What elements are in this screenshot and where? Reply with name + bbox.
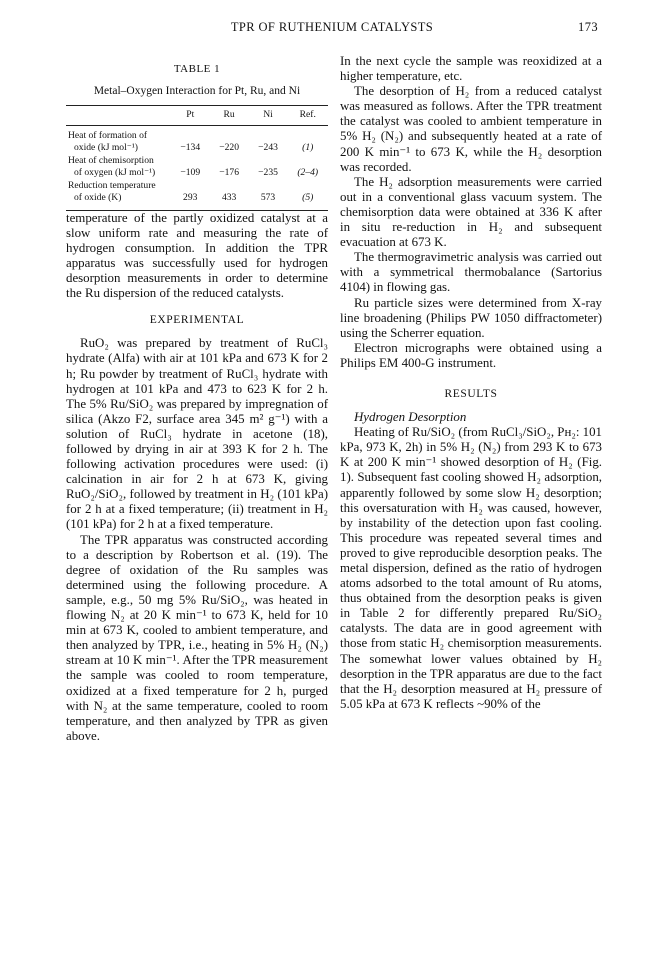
paragraph-thermogravimetric: The thermogravimetric analysis was carried out with a symmetrical thermobalance (Sartorius 4104) in flowing gas. <box>340 250 602 295</box>
table-header-row <box>66 106 328 126</box>
metal-oxygen-table <box>66 105 328 211</box>
left-column <box>66 54 328 744</box>
table-row <box>66 130 328 143</box>
paragraph-desorption-method: The desorption of H₂ from a reduced catalyst was measured as follows. After the TPR treatment the catalyst was cooled to ambient temperature in 5% H₂ (N₂) and subsequently heated at a rate of 200 K min⁻¹ to 673 K, while the H₂ desorption was recorded. <box>340 84 602 174</box>
table-title: Metal–Oxygen Interaction for Pt, Ru, and Ni <box>93 85 301 98</box>
table-header-label <box>66 106 171 126</box>
row-label: of oxide (K) <box>74 192 122 204</box>
row-label: oxide (kJ mol⁻¹) <box>74 142 138 154</box>
table-header-pt: Pt <box>186 109 195 121</box>
results-paragraph: Heating of Ru/SiO₂ (from RuCl₃/SiO₂, Pʜ₂: 101 kPa, 973 K, 2h) in 5% H₂ (N₂) from 293 K to 673 K at 200 K min⁻¹ showed desorption of H₂ (Fig. 1). Subsequent fast cooling showed H₂ adsorption, apparently followed by some slow H₂ desorption; this oversaturation with H₂ was caused, however, by instability of the detection upon fast cooling. This procedure was repeated several times and proved to give reproducible desorption peaks. The metal dispersion, defined as the ratio of hydrogen atoms adsorbed to the total amount of Ru atoms, thus obtained from the desorption peaks is given in Table 2 for differently prepared Ru/SiO₂ catalysts. The data are in good agreement with those from static H₂ chemisorption measurements. The somewhat lower values obtained by H₂ desorption in the TPR apparatus are due to the fact that the H₂ desorption measured at H₂ pressure of 5.05 kPa at 673 K reflects ~90% of the <box>340 425 602 711</box>
cell-ni: 573 <box>260 192 276 204</box>
cell-ru: 433 <box>221 192 237 204</box>
right-column <box>340 54 602 712</box>
cell-ref: (5) <box>302 192 314 204</box>
results-heading: RESULTS <box>444 387 498 400</box>
cell-ni: −235 <box>258 167 278 179</box>
cell-ni: −243 <box>258 142 278 154</box>
paragraph-particle-sizes: Ru particle sizes were determined from X-ray line broadening (Philips PW 1050 diffractometer) using the Scherrer equation. <box>340 295 602 340</box>
row-label: Reduction temperature <box>68 179 156 191</box>
paragraph-micrographs: Electron micrographs were obtained using a Philips EM 400-G instrument. <box>340 340 602 370</box>
table-header-ru: Ru <box>223 109 235 121</box>
cell-ref: (2–4) <box>297 167 319 179</box>
intro-paragraph: temperature of the partly oxidized catalyst at a slow uniform rate and measuring the rate of hydrogen consumption. In addition the TPR apparatus was successfully used for hydrogen desorption measurements in order to determine the Ru dispersion of the reduced catalysts. <box>66 210 328 301</box>
cell-ref: (1) <box>302 142 314 154</box>
table-header-ni: Ni <box>263 109 273 121</box>
row-label: of oxygen (kJ mol⁻¹) <box>74 167 156 179</box>
running-header <box>66 20 598 40</box>
hydrogen-desorption-subheading: Hydrogen Desorption <box>354 410 467 425</box>
table-header-ref: Ref. <box>299 109 316 121</box>
row-label: Heat of formation of <box>68 129 148 141</box>
cell-ru: −220 <box>219 142 240 154</box>
experimental-paragraph-1: RuO₂ was prepared by treatment of RuCl₃ hydrate (Alfa) with air at 101 kPa and 673 K for 2 h; Ru powder by treatment of RuCl₃ hydrate with hydrogen at 101 kPa and 473 to 623 K for 2 h. The 5% Ru/SiO₂ was prepared by impregnation of silica (Akzo F2, surface area 345 m² g⁻¹) with a solution of RuCl₃ hydrate in acetone (18), followed by drying in air at 393 K for 2 h. The following activation procedures were used: (i) calcination in air for 2 h at 673 K, giving RuO₂/SiO₂, followed by treatment in H₂ (101 kPa) for 2 h at a fixed temperature; (ii) treatment in H₂ (101 kPa) for 2 h at a fixed temperature. <box>66 336 328 532</box>
cell-pt: −109 <box>180 167 201 179</box>
experimental-paragraph-2: The TPR apparatus was constructed according to a description by Robertson et al. (19). The degree of oxidation of the Ru samples was determined using the following procedure. A sample, e.g., 50 mg 5% Ru/SiO₂, was heated in flowing N₂ at 20 K min⁻¹ to 673 K, held for 10 min at 673 K, cooled to ambient temperature, and then analyzed by TPR, i.e., heating in 5% H₂ (N₂) stream at 10 K min⁻¹. After the TPR measurement the sample was cooled to room temperature, oxidized at a fixed temperature for 2 h, purged with N₂ at the same temperature, cooled to room temperature, and then analyzed by TPR as given above. <box>66 532 328 743</box>
running-title: TPR OF RUTHENIUM CATALYSTS <box>230 20 434 34</box>
paragraph-adsorption: The H₂ adsorption measurements were carried out in a conventional glass vacuum system. The chemisorption data were obtained at 336 K after in situ re-reduction in H₂ and subsequent evacuation at 673 K. <box>340 174 602 250</box>
cell-pt: −134 <box>180 142 201 154</box>
table-row <box>66 167 328 180</box>
table-row <box>66 180 328 193</box>
page-number: 173 <box>578 20 598 34</box>
experimental-heading: EXPERIMENTAL <box>149 314 245 327</box>
cell-ru: −176 <box>219 167 240 179</box>
table-row <box>66 192 328 210</box>
paragraph-reoxidized: In the next cycle the sample was reoxidized at a higher temperature, etc. <box>340 54 602 84</box>
row-label: Heat of chemisorption <box>68 154 154 166</box>
cell-pt: 293 <box>183 192 198 204</box>
table-caption: TABLE 1 <box>173 63 221 75</box>
table-row <box>66 155 328 168</box>
table-row <box>66 142 328 155</box>
